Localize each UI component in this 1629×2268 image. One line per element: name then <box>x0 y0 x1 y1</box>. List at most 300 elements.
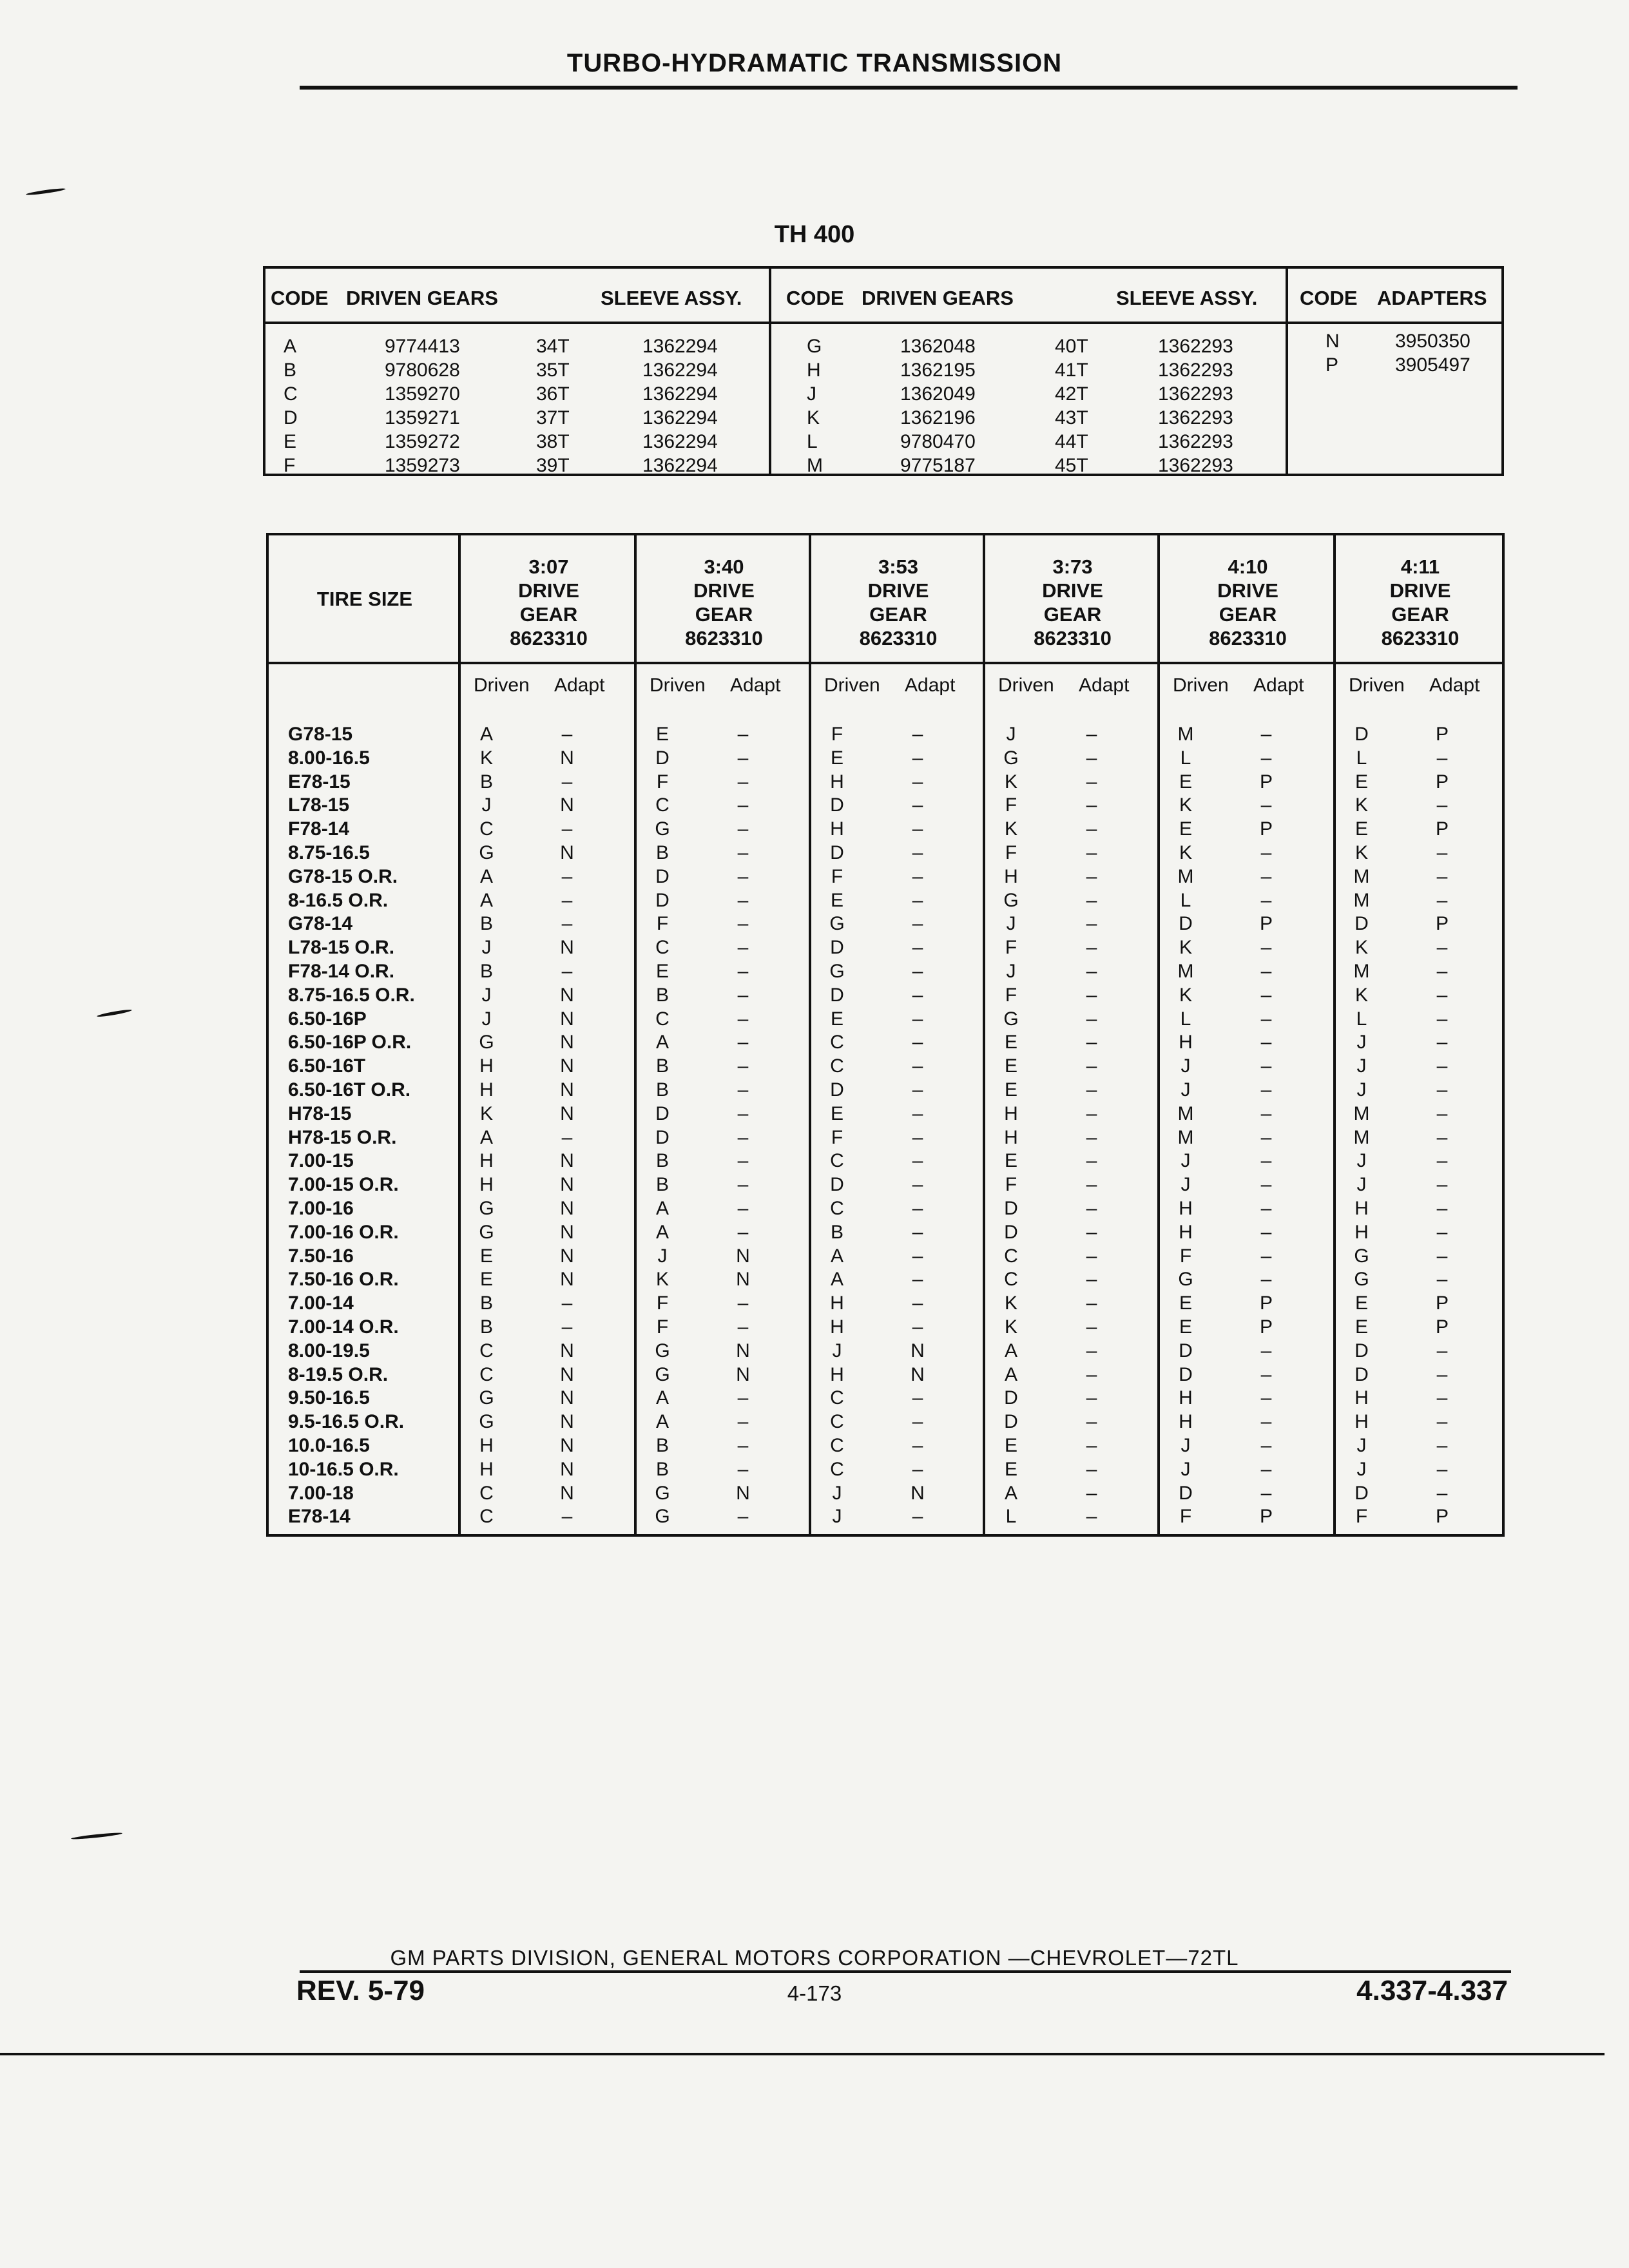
adapter-code-cell: – <box>1436 794 1448 816</box>
driven-code-cell: F <box>656 1316 669 1338</box>
drive-gear-header-l3: GEAR <box>1391 603 1449 626</box>
row-sleeve-assy: 1362294 <box>642 455 718 476</box>
driven-code-cell: E <box>1354 1316 1368 1338</box>
subheader-adapt: Adapt <box>1429 675 1480 696</box>
driven-code-cell: H <box>1179 1411 1193 1432</box>
driven-code-cell: F <box>656 1293 669 1314</box>
adapter-code-cell: – <box>1436 1245 1448 1267</box>
driven-code-cell: E <box>830 1008 843 1030</box>
row-code: A <box>284 336 297 357</box>
adapter-code-cell: – <box>561 866 573 887</box>
driven-code-cell: H <box>830 1364 844 1385</box>
adapter-code-cell: – <box>737 794 749 816</box>
adapter-code-cell: N <box>736 1364 750 1385</box>
driven-code-cell: J <box>1181 1150 1191 1171</box>
driven-code-cell: E <box>1354 1293 1368 1314</box>
adapter-code-cell: N <box>560 1364 574 1385</box>
tire-size-label: 7.00-16 O.R. <box>288 1222 399 1243</box>
column-divider <box>634 535 637 1534</box>
adapter-code-cell: – <box>1436 1032 1448 1053</box>
adapter-code-cell: – <box>561 890 573 911</box>
col-header-sleeve-assy: SLEEVE ASSY. <box>601 287 742 309</box>
adapter-code-cell: – <box>1086 1245 1097 1267</box>
page-header-title: TURBO-HYDRAMATIC TRANSMISSION <box>566 49 1063 77</box>
driven-code-cell: D <box>1179 1483 1193 1504</box>
adapter-code-cell: – <box>561 913 573 934</box>
adapter-code-cell: – <box>1086 1387 1097 1408</box>
row-code: B <box>284 360 297 381</box>
tire-size-label: L78-15 <box>288 794 350 816</box>
adapter-code-cell: – <box>737 1032 749 1053</box>
driven-code-cell: H <box>479 1459 494 1480</box>
driven-code-cell: J <box>832 1506 842 1527</box>
drive-gear-header-l2: DRIVE <box>1217 579 1278 602</box>
tire-size-label: 7.00-15 <box>288 1150 354 1171</box>
footer-publisher <box>0 1946 1629 1970</box>
driven-code-cell: D <box>1179 1340 1193 1361</box>
adapter-code-cell: P <box>1259 1316 1273 1338</box>
tire-size-label: 6.50-16P <box>288 1008 367 1030</box>
adapter-code-cell: P <box>1435 724 1449 745</box>
row-code: E <box>284 431 297 452</box>
driven-code-cell: F <box>831 724 843 745</box>
driven-code-cell: D <box>1354 913 1369 934</box>
drive-gear-header-ratio: 3:73 <box>1052 555 1093 578</box>
driven-code-cell: A <box>1004 1364 1017 1385</box>
driven-code-cell: C <box>830 1411 844 1432</box>
subheader-driven: Driven <box>474 675 530 696</box>
adapter-code-cell: – <box>1086 1459 1097 1480</box>
driven-code-cell: J <box>832 1340 842 1361</box>
driven-code-cell: K <box>1004 771 1017 793</box>
driven-code-cell: C <box>830 1055 844 1077</box>
col-header-sleeve-assy: SLEEVE ASSY. <box>1116 287 1258 309</box>
drive-gear-header-part: 8623310 <box>859 627 938 649</box>
adapter-code-cell: – <box>1086 961 1097 982</box>
driven-code-cell: J <box>1006 724 1016 745</box>
row-sleeve-assy: 1362294 <box>642 431 718 452</box>
driven-code-cell: G <box>479 1198 494 1219</box>
drive-gear-header-l2: DRIVE <box>1042 579 1103 602</box>
row-sleeve-assy: 1362294 <box>642 336 718 357</box>
adapter-code-cell: – <box>912 842 923 863</box>
tire-size-header: TIRE SIZE <box>316 588 413 610</box>
driven-code-cell: G <box>1003 1008 1019 1030</box>
adapter-code-cell: – <box>1436 1340 1448 1361</box>
adapter-code-cell: N <box>736 1340 750 1361</box>
driven-code-cell: M <box>1177 1103 1194 1124</box>
subheader-driven: Driven <box>1173 675 1229 696</box>
driven-code-cell: A <box>1004 1483 1017 1504</box>
adapter-code-cell: – <box>1260 1411 1272 1432</box>
driven-code-cell: K <box>479 1103 493 1124</box>
adapter-code-cell: – <box>912 1079 923 1100</box>
tire-size-label: G78-14 <box>288 913 353 934</box>
adapter-code-cell: – <box>1436 747 1448 769</box>
driven-code-cell: C <box>655 794 670 816</box>
driven-code-cell: H <box>1179 1198 1193 1219</box>
driven-code-cell: E <box>1354 771 1368 793</box>
driven-code-cell: H <box>479 1079 494 1100</box>
adapter-code-cell: N <box>911 1483 925 1504</box>
adapter-code-cell: – <box>912 1222 923 1243</box>
driven-code-cell: A <box>655 1032 669 1053</box>
drive-gear-header-part: 8623310 <box>1034 627 1112 649</box>
driven-code-cell: J <box>481 937 492 958</box>
tire-size-label: 6.50-16T O.R. <box>288 1079 411 1100</box>
row-code: M <box>807 455 823 476</box>
adapter-code-cell: – <box>1260 724 1272 745</box>
driven-code-cell: C <box>830 1387 844 1408</box>
adapter-code-cell: – <box>1086 842 1097 863</box>
driven-code-cell: E <box>1354 818 1368 840</box>
driven-code-cell: H <box>479 1150 494 1171</box>
row-code: H <box>807 360 821 381</box>
driven-code-cell: B <box>655 1459 669 1480</box>
driven-code-cell: M <box>1177 724 1194 745</box>
driven-code-cell: J <box>1181 1079 1191 1100</box>
row-code: P <box>1325 354 1339 376</box>
driven-code-cell: C <box>830 1459 844 1480</box>
driven-code-cell: K <box>655 1269 669 1290</box>
driven-code-cell: E <box>1004 1055 1017 1077</box>
driven-code-cell: L <box>1180 890 1191 911</box>
adapter-code-cell: – <box>1260 1198 1272 1219</box>
adapter-code-cell: – <box>737 1198 749 1219</box>
row-part-number: 1359271 <box>385 407 460 428</box>
driven-code-cell: L <box>1005 1506 1017 1527</box>
adapter-code-cell: – <box>737 724 749 745</box>
row-sleeve-assy: 1362293 <box>1158 407 1233 428</box>
adapter-code-cell: – <box>1260 1269 1272 1290</box>
row-code: F <box>284 455 296 476</box>
driven-code-cell: K <box>1004 818 1017 840</box>
row-teeth: 45T <box>1055 455 1088 476</box>
driven-code-cell: F <box>1005 842 1017 863</box>
row-teeth: 37T <box>536 407 570 428</box>
driven-code-cell: H <box>1354 1411 1369 1432</box>
driven-code-cell: H <box>1004 1127 1018 1148</box>
subheader-driven: Driven <box>824 675 880 696</box>
drive-gear-header-l3: GEAR <box>519 603 578 626</box>
driven-code-cell: E <box>1179 818 1192 840</box>
adapter-code-cell: – <box>912 1127 923 1148</box>
driven-code-cell: J <box>1356 1079 1367 1100</box>
adapter-code-cell: P <box>1259 1506 1273 1527</box>
adapter-code-cell: – <box>1086 1222 1097 1243</box>
tire-size-label: 6.50-16P O.R. <box>288 1032 412 1053</box>
adapter-code-cell: – <box>561 1293 573 1314</box>
driven-code-cell: D <box>1179 1364 1193 1385</box>
adapter-code-cell: – <box>912 866 923 887</box>
driven-code-cell: E <box>1004 1459 1017 1480</box>
column-divider <box>1333 535 1336 1534</box>
driven-code-cell: C <box>830 1198 844 1219</box>
adapter-code-cell: N <box>560 1055 574 1077</box>
adapter-code-cell: – <box>1260 1103 1272 1124</box>
adapter-code-cell: – <box>912 985 923 1006</box>
adapter-code-cell: – <box>1436 1103 1448 1124</box>
driven-code-cell: J <box>1356 1459 1367 1480</box>
driven-code-cell: F <box>1179 1506 1192 1527</box>
driven-code-cell: A <box>830 1245 843 1267</box>
adapter-code-cell: – <box>1436 1150 1448 1171</box>
adapter-code-cell: – <box>1086 985 1097 1006</box>
driven-code-cell: C <box>830 1150 844 1171</box>
row-part-number: 1359270 <box>385 383 460 405</box>
driven-code-cell: J <box>481 794 492 816</box>
row-sleeve-assy: 1362294 <box>642 383 718 405</box>
driven-code-cell: D <box>1004 1198 1018 1219</box>
driven-code-cell: D <box>1354 1364 1369 1385</box>
adapter-code-cell: – <box>1260 1174 1272 1195</box>
header-rule <box>269 662 1502 664</box>
row-part-number: 9780628 <box>385 360 460 381</box>
driven-code-cell: E <box>1004 1435 1017 1456</box>
adapter-code-cell: – <box>912 913 923 934</box>
driven-code-cell: D <box>1004 1411 1018 1432</box>
driven-gears-table <box>263 266 1504 476</box>
drive-gear-header-l2: DRIVE <box>518 579 579 602</box>
adapter-code-cell: – <box>1260 1459 1272 1480</box>
adapter-code-cell: – <box>912 1008 923 1030</box>
adapter-code-cell: – <box>1260 1032 1272 1053</box>
driven-code-cell: G <box>655 818 670 840</box>
adapter-code-cell: – <box>912 794 923 816</box>
tire-size-label: E78-15 <box>288 771 351 793</box>
row-teeth: 38T <box>536 431 570 452</box>
tire-size-label: H78-15 O.R. <box>288 1127 397 1148</box>
drive-gear-header-ratio: 4:11 <box>1400 555 1440 578</box>
adapter-code-cell: P <box>1435 1506 1449 1527</box>
adapter-code-cell: – <box>1436 1459 1448 1480</box>
driven-code-cell: K <box>1004 1293 1017 1314</box>
adapter-code-cell: – <box>1260 1127 1272 1148</box>
driven-code-cell: B <box>655 1435 669 1456</box>
driven-code-cell: D <box>1354 1483 1369 1504</box>
driven-code-cell: M <box>1353 1127 1370 1148</box>
adapter-code-cell: – <box>1260 1079 1272 1100</box>
driven-code-cell: J <box>1181 1459 1191 1480</box>
adapter-code-cell: P <box>1259 913 1273 934</box>
column-divider <box>983 535 985 1534</box>
driven-code-cell: H <box>830 1293 844 1314</box>
row-teeth: 40T <box>1055 336 1088 357</box>
driven-code-cell: E <box>479 1269 493 1290</box>
adapter-code-cell: – <box>561 1506 573 1527</box>
row-code: L <box>807 431 818 452</box>
driven-code-cell: C <box>479 1340 494 1361</box>
row-code: C <box>284 383 298 405</box>
tire-size-label: 8.00-19.5 <box>288 1340 370 1361</box>
driven-code-cell: K <box>1179 794 1192 816</box>
driven-code-cell: L <box>1180 1008 1191 1030</box>
adapter-code-cell: – <box>737 1079 749 1100</box>
driven-code-cell: G <box>829 961 845 982</box>
adapter-code-cell: – <box>561 1316 573 1338</box>
driven-code-cell: E <box>655 724 669 745</box>
driven-code-cell: M <box>1353 866 1370 887</box>
adapter-code-cell: – <box>912 961 923 982</box>
tire-size-label: 7.00-18 <box>288 1483 354 1504</box>
adapter-code-cell: – <box>737 1411 749 1432</box>
drive-gear-header-ratio: 3:40 <box>704 555 744 578</box>
tire-size-label: 8-19.5 O.R. <box>288 1364 389 1385</box>
subheader-adapt: Adapt <box>1079 675 1130 696</box>
driven-code-cell: G <box>655 1364 670 1385</box>
adapter-code-cell: N <box>560 985 574 1006</box>
driven-code-cell: H <box>1004 1103 1018 1124</box>
tire-size-label: F78-14 <box>288 818 350 840</box>
driven-code-cell: H <box>479 1174 494 1195</box>
drive-gear-header-part: 8623310 <box>685 627 763 649</box>
adapter-code-cell: – <box>737 1316 749 1338</box>
driven-code-cell: A <box>830 1269 843 1290</box>
adapter-code-cell: N <box>560 1198 574 1219</box>
driven-code-cell: C <box>479 818 494 840</box>
adapter-code-cell: P <box>1259 818 1273 840</box>
driven-code-cell: E <box>1179 1316 1192 1338</box>
adapter-code-cell: – <box>737 818 749 840</box>
adapter-code-cell: – <box>1260 842 1272 863</box>
adapter-code-cell: N <box>560 842 574 863</box>
adapter-code-cell: – <box>737 1293 749 1314</box>
row-part-number: 3950350 <box>1395 331 1470 352</box>
drive-gear-header-l2: DRIVE <box>693 579 755 602</box>
driven-code-cell: M <box>1353 961 1370 982</box>
driven-code-cell: J <box>1006 913 1016 934</box>
adapter-code-cell: – <box>737 1174 749 1195</box>
driven-code-cell: B <box>655 985 669 1006</box>
driven-code-cell: K <box>1354 842 1368 863</box>
driven-code-cell: F <box>831 866 843 887</box>
driven-code-cell: H <box>1354 1198 1369 1219</box>
adapter-code-cell: P <box>1435 1316 1449 1338</box>
driven-code-cell: B <box>479 961 493 982</box>
driven-code-cell: J <box>1181 1055 1191 1077</box>
subheader-adapt: Adapt <box>1253 675 1304 696</box>
driven-code-cell: G <box>655 1506 670 1527</box>
driven-code-cell: B <box>830 1222 843 1243</box>
driven-code-cell: F <box>1179 1245 1192 1267</box>
tire-size-label: 7.00-14 O.R. <box>288 1316 399 1338</box>
row-code: D <box>284 407 298 428</box>
drive-gear-header-l3: GEAR <box>695 603 753 626</box>
adapter-code-cell: – <box>912 818 923 840</box>
driven-code-cell: A <box>655 1387 669 1408</box>
adapter-code-cell: – <box>912 1032 923 1053</box>
adapter-code-cell: – <box>1260 1008 1272 1030</box>
driven-code-cell: G <box>479 1387 494 1408</box>
adapter-code-cell: – <box>1436 937 1448 958</box>
adapter-code-cell: – <box>912 1103 923 1124</box>
driven-code-cell: F <box>656 771 669 793</box>
drive-gear-header-l3: GEAR <box>1219 603 1277 626</box>
adapter-code-cell: – <box>737 1008 749 1030</box>
driven-code-cell: B <box>655 842 669 863</box>
adapter-code-cell: – <box>1086 747 1097 769</box>
driven-code-cell: K <box>1354 985 1368 1006</box>
driven-code-cell: D <box>655 866 670 887</box>
adapter-code-cell: – <box>912 1174 923 1195</box>
adapter-code-cell: – <box>912 1506 923 1527</box>
tire-size-label: 10-16.5 O.R. <box>288 1459 399 1480</box>
driven-code-cell: D <box>1004 1387 1018 1408</box>
driven-code-cell: F <box>1005 985 1017 1006</box>
row-code: J <box>807 383 816 405</box>
adapter-code-cell: – <box>1086 771 1097 793</box>
row-code: N <box>1325 331 1340 352</box>
driven-code-cell: H <box>830 818 844 840</box>
tire-size-label: F78-14 O.R. <box>288 961 395 982</box>
adapter-code-cell: – <box>1436 985 1448 1006</box>
driven-code-cell: G <box>479 842 494 863</box>
table-divider <box>769 269 771 474</box>
driven-code-cell: G <box>1003 890 1019 911</box>
row-teeth: 36T <box>536 383 570 405</box>
tire-size-label: 7.00-16 <box>288 1198 354 1219</box>
adapter-code-cell: – <box>1086 1103 1097 1124</box>
adapter-code-cell: – <box>1086 1269 1097 1290</box>
adapter-code-cell: – <box>1086 913 1097 934</box>
tire-size-label: E78-14 <box>288 1506 351 1527</box>
driven-code-cell: A <box>655 1198 669 1219</box>
row-sleeve-assy: 1362293 <box>1158 383 1233 405</box>
adapter-code-cell: N <box>560 1387 574 1408</box>
tire-size-label: 7.00-14 <box>288 1293 354 1314</box>
driven-code-cell: H <box>479 1055 494 1077</box>
adapter-code-cell: N <box>560 1103 574 1124</box>
tire-size-label: 8.75-16.5 O.R. <box>288 985 415 1006</box>
adapter-code-cell: – <box>561 724 573 745</box>
driven-code-cell: K <box>1354 794 1368 816</box>
adapter-code-cell: – <box>737 961 749 982</box>
row-sleeve-assy: 1362293 <box>1158 360 1233 381</box>
driven-code-cell: A <box>1004 1340 1017 1361</box>
adapter-code-cell: – <box>1260 1150 1272 1171</box>
driven-code-cell: D <box>830 1174 844 1195</box>
driven-code-cell: E <box>655 961 669 982</box>
adapter-code-cell: – <box>912 1435 923 1456</box>
adapter-code-cell: – <box>912 890 923 911</box>
row-part-number: 1362049 <box>900 383 976 405</box>
driven-code-cell: H <box>830 1316 844 1338</box>
adapter-code-cell: – <box>1436 890 1448 911</box>
drive-gear-header-part: 8623310 <box>1381 627 1460 649</box>
row-teeth: 44T <box>1055 431 1088 452</box>
adapter-code-cell: – <box>561 961 573 982</box>
adapter-code-cell: – <box>1436 1269 1448 1290</box>
driven-code-cell: J <box>1181 1174 1191 1195</box>
driven-code-cell: K <box>1179 842 1192 863</box>
adapter-code-cell: – <box>1086 1055 1097 1077</box>
adapter-code-cell: – <box>1086 794 1097 816</box>
adapter-code-cell: – <box>1436 1079 1448 1100</box>
driven-code-cell: F <box>1355 1506 1368 1527</box>
adapter-code-cell: – <box>1436 1483 1448 1504</box>
driven-code-cell: B <box>655 1150 669 1171</box>
adapter-code-cell: – <box>912 937 923 958</box>
adapter-code-cell: N <box>560 937 574 958</box>
row-part-number: 1362196 <box>900 407 976 428</box>
drive-gear-header-l2: DRIVE <box>1389 579 1451 602</box>
adapter-code-cell: – <box>737 1435 749 1456</box>
driven-code-cell: D <box>1004 1222 1018 1243</box>
driven-code-cell: A <box>479 1127 493 1148</box>
drive-gear-header-l3: GEAR <box>869 603 927 626</box>
driven-code-cell: H <box>1179 1222 1193 1243</box>
row-part-number: 1362195 <box>900 360 976 381</box>
